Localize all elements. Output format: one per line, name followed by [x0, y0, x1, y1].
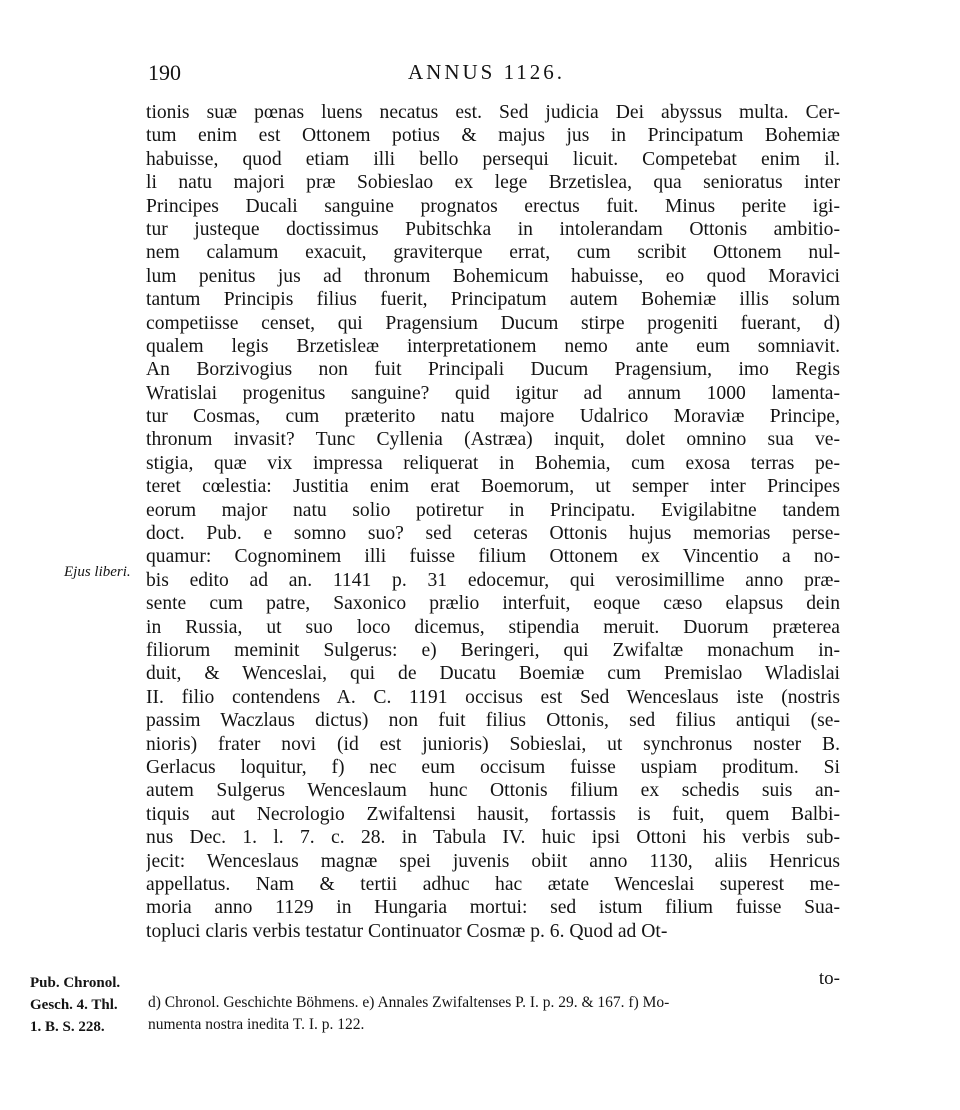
text-line: tantum Principis filius fuerit, Principatum autem Bohemiæ illis solum: [146, 289, 840, 311]
text-line: Wratislai progenitus sanguine? quid igitur ad annum 1000 lamenta-: [146, 382, 840, 404]
footnote-line: d) Chronol. Geschichte Böhmens. e) Annales Zwifaltenses P. I. p. 29. & 167. f) Mo-: [148, 994, 670, 1011]
text-line: An Borzivogius non fuit Principali Ducum Pragensium, imo Regis: [146, 359, 840, 381]
text-line: li natu majori præ Sobieslao ex lege Brzetislea, qua senioratus inter: [146, 172, 840, 194]
footer-left-line: 1. B. S. 228.: [30, 1019, 105, 1035]
footer-left-line: Gesch. 4. Thl.: [30, 997, 118, 1013]
text-line: appellatus. Nam & tertii adhuc hac ætate Wenceslai superest me-: [146, 873, 840, 895]
text-line: autem Sulgerus Wenceslaum hunc Ottonis filium ex schedis suis an-: [146, 780, 840, 802]
text-line: nem calamum exacuit, graviterque errat, cum scribit Ottonem nul-: [146, 242, 840, 264]
text-line: Principes Ducali sanguine prognatos erectus fuit. Minus perite igi-: [146, 195, 840, 217]
text-line: in Russia, ut suo loco dicemus, stipendia meruit. Duorum præterea: [146, 616, 840, 638]
text-line: II. filio contendens A. C. 1191 occisus est Sed Wenceslaus iste (nostris: [146, 686, 840, 708]
footnotes: [148, 992, 840, 1036]
text-line: competiisse censet, qui Pragensium Ducum stirpe progeniti fuerant, d): [146, 312, 840, 334]
text-line: tionis suæ pœnas luens necatus est. Sed judicia Dei abyssus multa. Cer-: [146, 102, 840, 123]
page-number: 190: [148, 60, 181, 85]
text-line: thronum invasit? Tunc Cyllenia (Astræa) inquit, dolet omnino sua ve-: [146, 429, 840, 451]
text-line: moria anno 1129 in Hungaria mortui: sed istum filium fuisse Sua-: [146, 897, 840, 919]
text-line: lum penitus jus ad thronum Bohemicum habuisse, eo quod Moravici: [146, 265, 840, 287]
margin-note: Ejus liberi.: [64, 564, 131, 580]
text-line: sente cum patre, Saxonico prælio interfuit, eoque cæso elapsus dein: [146, 593, 840, 615]
text-line: jecit: Wenceslaus magnæ spei juvenis obiit anno 1130, aliis Henricus: [146, 850, 840, 872]
text-line: doct. Pub. e somno suo? sed ceteras Ottonis hujus memorias perse-: [146, 523, 840, 545]
text-line: habuisse, quod etiam illi bello persequi licuit. Competebat enim il.: [146, 148, 840, 170]
text-line: Gerlacus loquitur, f) nec eum occisum fuisse uspiam proditum. Si: [146, 756, 840, 778]
text-line: duit, & Wenceslai, qui de Ducatu Boemiæ cum Premislao Wladislai: [146, 663, 840, 685]
catchword: to-: [818, 968, 840, 989]
text-line: stigia, quæ vix impressa reliquerat in Bohemia, cum exosa terras pe-: [146, 452, 840, 474]
footnote-line: numenta nostra inedita T. I. p. 122.: [148, 1016, 365, 1033]
text-line: qualem legis Brzetisleæ interpretationem nemo ante eum somniavit.: [146, 335, 840, 357]
text-line: tur Cosmas, cum præterito natu majore Udalrico Moraviæ Principe,: [146, 406, 840, 428]
text-line: tiquis aut Necrologio Zwifaltensi hausit, fortassis is fuit, quem Balbi-: [146, 803, 840, 825]
text-line: eorum major natu solio potiretur in Principatu. Evigilabitne tandem: [146, 499, 840, 521]
text-line: passim Waczlaus dictus) non fuit filius Ottonis, sed filius antiqui (se-: [146, 710, 840, 732]
text-line: topluci claris verbis testatur Continuator Cosmæ p. 6. Quod ad Ot-: [146, 920, 668, 942]
footer-left-line: Pub. Chronol.: [30, 975, 121, 991]
text-line: nioris) frater novi (id est junioris) Sobieslai, ut synchronus noster B.: [146, 733, 840, 755]
text-line: quamur: Cognominem illi fuisse filium Ottonem ex Vincentio a no-: [146, 546, 840, 568]
text-line: filiorum meminit Sulgerus: e) Beringeri, qui Zwifaltæ monachum in-: [146, 639, 840, 661]
page-header: [148, 60, 838, 100]
text-line: bis edito ad an. 1141 p. 31 edocemur, qui verosimillime anno præ-: [146, 569, 840, 591]
text-line: tur justeque doctissimus Pubitschka in intolerandam Ottonis ambitio-: [146, 218, 840, 240]
main-text: [146, 101, 840, 943]
text-line: nus Dec. 1. l. 7. c. 28. in Tabula IV. huic ipsi Ottoni his verbis sub-: [146, 827, 840, 849]
text-line: tum enim est Ottonem potius & majus jus in Principatum Bohemiæ: [146, 125, 840, 147]
footer-left-note: [30, 972, 150, 1038]
running-head: ANNUS 1126.: [408, 60, 566, 84]
text-line: teret cœlestia: Justitia enim erat Boemorum, ut semper inter Principes: [146, 476, 840, 498]
